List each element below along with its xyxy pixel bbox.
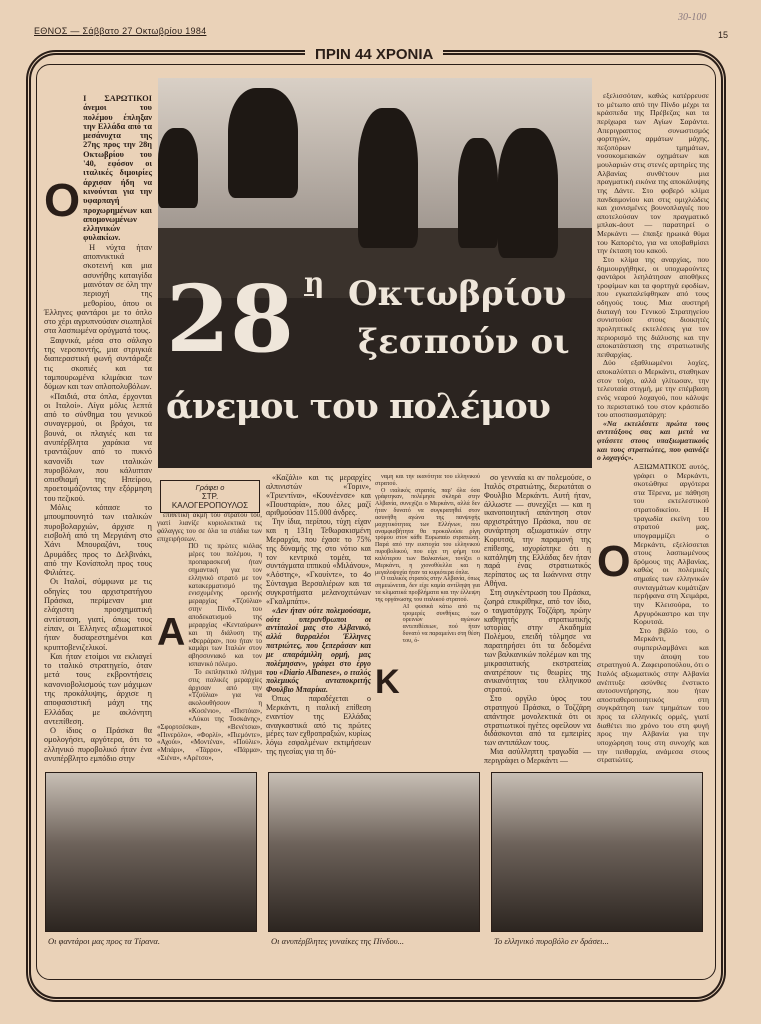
headline-number: 28 xyxy=(166,265,295,373)
paragraph: Στο οργίλο ύφος του στρατηγού Πράσκα, ο Τοζζάρη απάντησε μονολεκτικά ότι οι στρατιωτικοί ηγέτες οφείλουν να διδάσκονται από τα εμπειρίες των αντιπάλων τους. xyxy=(484,694,591,748)
paragraph: Ο ίδιος ο Πράσκα θα ομολογήσει, αργότερα, ότι το ελληνικό πυροβολικό ήταν ένα ανυπέρβλητο εμπόδιο στην xyxy=(44,726,152,764)
article-column-6 xyxy=(597,92,709,765)
paragraph: «Καζάλι» και τις μεραρχίες αλπινιστών «Τοριν», «Τριεντίνα», «Κουνέενσε» και «Πουσταρία», που όλες μαζί αριθμούσαν 115.000 άνδρες. xyxy=(266,473,371,518)
article-column-2 xyxy=(157,512,262,763)
paragraph: Στο βιβλίο του, ο Μερκάντι, συμπεριλαμβάνει και την άποψη του στρατηγού Α. Ζαφειροπούλου, ότι ο Ιταλός αξιωματικός στην Αλβανία ανέπτυξε ασύνθες ένστικτο αυτοσυντήρησης, που ήταν αποσταθεροποιητικός στη συγκράτηση των τμημάτων του προς τα ελληνικές ορμές, γιατί διαθέτει πιο χρόνο του στη φυγή προς την Αλβανία για την υποχώρηση τους στη συνοχής και την πειθαρχία, ανάμεσα στους στρατιώτες. xyxy=(597,625,709,765)
article-column-5 xyxy=(484,474,591,766)
headline-line2: ξεσπούν οι xyxy=(358,322,570,362)
paragraph: επιθετική ακμή του στρατού του, γιατί λιανίζε κυριολεκτικά τις φάλαγγες του σε όλα τα στάδια των επιχειρήσεων. xyxy=(157,511,262,543)
paragraph: ΑΙ φυσικά κάτω από τις τρομερές συνθήκες των ορεινών αγώνων αντεπιθέσεων, πού ήταν δυνατό να παραμείνει στη θέση του, ό- xyxy=(402,603,480,644)
byline xyxy=(160,480,260,513)
paragraph: Ο ιταλικός στρατός στην Αλβανία, όπως σημειώνεται, δεν είχε καμία αντίληψη για τα κλιματικά προβλήματα και την έλλειψη της οργάνωσης του ιταλικού στρατού. xyxy=(375,576,480,603)
page-number: 15 xyxy=(718,30,729,40)
photo-caption: Οι φαντάροι μας προς τα Τίρανα. xyxy=(48,936,160,946)
lead-paragraph: Ι ΣΑΡΩΤΙΚΟΙ άνεμοι του πολέμου έπληξαν την Ελλάδα από τα μεσάνυχτα της 27ης προς την 28η Οκτωβρίου του '40, εφόσον οι ιταλικές διμοιρίες άρχισαν ήδη να κινούνται για την υφαρπαγή προχωρημένων και απομονωμένων ελληνικών φυλακίων. xyxy=(83,94,152,243)
paragraph: ναμη και την ικανότητα του ελληνικού στρατού. xyxy=(375,474,480,487)
handwritten-note: 30-100 xyxy=(678,12,707,23)
photo-caption: Το ελληνικό πυροβόλο εν δράσει... xyxy=(494,936,609,946)
byline-author: ΣΤΡ. ΚΑΛΟΓΕΡΟΠΟΥΛΟΣ xyxy=(171,492,249,510)
paragraph: Δύο εξαθλιωμένοι λοχίες, αποκαλύπτει ο Μερκάντι, σταθηκαν στον τοίχο, αλλά γλίτωσαν, την τελευταία στιγμή, με την επέμβαση ενός νεαρού λοχαγού, που κάλυψε το περιστατικό του στον κράσπεδο του αποσπασματάρχη: xyxy=(597,358,709,420)
drop-cap: Ο xyxy=(597,537,631,586)
paragraph: Ξαφνικά, μέσα στο σάλαγο της νεροποντής, μια στριγκιά διαπεραστική φωνή συντάραξε τις σκοπιές και τα ταμπουρωμένα κλιμάκια των δύμων και των οπλοπολυβόλων. xyxy=(44,335,152,392)
section-title: ΠΡΙΝ 44 ΧΡΟΝΙΑ xyxy=(305,46,443,63)
headline-photo xyxy=(158,78,592,468)
paragraph: Στη συγκέντρωση του Πράσκα, ζωηρά επικρίθηκε, από τον ίδιο, ο ταγματάρχης Τοζζάρη, πρώην καθηγητής στρατιωτικής ιστορίας στην Ακαδημία Πολέμου, επειδή τόλμησε να παρατηρήσει ότι τα δεδομένα των βαλκανικών πολέμων και της μικρασιατικής εκστρατείας ανατρέπουν τις θεωρίες της ανικανότητας του ελληνικού στρατού. xyxy=(484,587,591,695)
paragraph: Όπως παραδέχεται ο Μερκάντι, η ιταλική επίθεση εναντίον της Ελλάδας αναγκαστικά από τις πρώτες μέρες των εχθροπραξιών, κυρίως λόγω εσφαλμένων εκτιμήσεων της ηγεσίας για τη δύ- xyxy=(266,694,371,757)
paragraph: ΑΞΙΩΜΑΤΙΚΟΣ αυτός, γράφει ο Μερκάντι, σκοτώθηκε αργότερα στα Τέρενα, με πάθηση του εκτελεστικού στρατοδικείου. Η τραγωδία εκείνη του στρατού μας, υπογραμμίζει ο Μερκάντι, εξελίσσεται στους λασπωμένους δρόμους της Αλβανίας, καθώς οι πολεμικές σημαίες των ελληνικών συνταγμάτων κυμάτιζαν περήφανα στη Χειμάρα, την Κλεισούρα, το Αργυρόκαστρο και την Κορυτσά. xyxy=(633,461,709,627)
paragraph: Η νύχτα ήταν αποπνικτικά σκοτεινή και μια ασυνήθης καταιγίδα μαινόταν σε όλη την περιοχή της μεθορίου, όπου οι Έλληνες φαντάροι με το όπλο στο χέρι αγρυπνούσαν σιωπηλοί στα λασπωμένα ορύγματά τους. xyxy=(44,242,152,336)
photo-artillery xyxy=(491,772,703,932)
paragraph: Την ίδια, περίπου, τύχη είχαν και η 131η Τεθωρακισμένη Μεραρχία, που έχασε το 75% της δύναμής της στο νότιο και τον κεντρικό τομέα, τα συντάγματα ιππικού «Μιλάνου», «Αόστης», «Γκουίντε», το 4ο Σύνταγμα Βερσαλιέρων και τα συγκροτήματα μελανοχιτώνων «Γκαλμπάτι». xyxy=(266,517,371,606)
headline-line3: άνεμοι του πολέμου xyxy=(166,386,550,427)
drop-cap: Α xyxy=(157,611,186,655)
paragraph: σο γενναία κι αν πολεμούσε, ο Ιταλός στρατιώτης, διερωτάται ο Φουλβιο Μερκάντι. Αυτή ήταν, άλλωστε — συνεχίζει — και η ικανοποιητική απάντηση στον αρχιστράτηγο Πράσκα, που σε συνάρτηση αξιωματικών στην Κορυτσά, την παραμονή της επίθεσης, ισχυρίστηκε ότι η κατάληψη της Ελλάδας δεν ήταν παρά ένας στρατιωτικός περίπατος ως τα Ιωάννινα στην Αθήνα. xyxy=(484,473,591,589)
drop-cap: Κ xyxy=(375,662,400,701)
article-column-1 xyxy=(44,94,152,763)
paragraph: Και ήταν ετοίμοι να εκλιαγεί το ιταλικό στρατηγείο, όταν μετά τους εκβροντήσεις κανονιοβολισμούς των μάχιμων της προκάλυψης, άρχισε η αποφασιστική μάχη της Ελλάδας με ακλόνητη αντεπίθεση. xyxy=(44,651,152,726)
paragraph: Μόλις κόπασε το μπουμπουνητό των ιταλικών πυροβολαρχιών, άρχισε η εισβολή από τη Μεργιάνη στο Χάνι Μπουραζάνι, τους Δρυμάδες προς το Δελβινάκι, από την Κονίσπολη προς τους Φιλιάτες. xyxy=(44,503,152,578)
article-column-4 xyxy=(375,474,480,761)
drop-cap: Ο xyxy=(44,174,81,226)
paragraph: ΠΟ τις πρώτες κιόλας μέρες του πολέμου, η προπαρασκευή ήταν σημαντική για τον ελληνικό στρατό με τον κατακερματισμό της ενισχυμένης ορεινής μεραρχίας «Τζούλια» στην Πίνδο, του αποδεκατισμού της μεραρχίας «Κενταύρων» και τη διάλυση της «Φερράρα», που ήταν το καμάρι των Ιταλών στον αβησσυνιακό και τον ισπανικό πόλεμο. xyxy=(188,542,262,669)
paragraph: εξελισσόταν, καθώς κατέρρευσε το μέτωπο από την Πίνδο μέχρι τα κράσπεδα της Πρέβεζας και τα περίχωρα των Αγίων Σαράντα. Απεριγραπτος συνωστισμός φορτηγών, αρμάτων μάχης, πεζοπόρων τμημάτων, νοσοκομειακών οχημάτων και μουλαριών στις στενές αρτηρίες της Αλβανίας συνθέτουν μια πραγματική εικόνα της αποκάλυψης της Δάντε. Στο φοβερό κλίμα πανδαιμονίου και στις ομιχλώδεις και χιονισμένες βουνοπλαγιές που αποτελούσαν τον πραγματικό μπλακ-άουτ — παρατηρεί ο Μερκάντι — έπαιξε ηρωικά θύμα του Καπορέτο, για να υποβαθμίσει την έκταση του κακού. xyxy=(597,91,709,256)
quote-paragraph: «Να εκτελέσετε πρώτα τους αντιτάξους σας και μετά να φτάσετε στους υπαξιωματικούς και τους στρατιώτες, που φαινάζε ο λοχαγός». xyxy=(597,418,709,463)
paragraph: «Παιδιά, στα όπλα, έρχονται οι Ιταλοί». Λίγα μόλις λεπτά από το σύνθημα του γενικού συναγερμού, οι βράχοι, τα βουνά, οι πλαγιές και τα ανυπέρβλητα χαράκια να τραντάζουν από το πυκνό κανονίδι των ιταλικών πυροβόλων, που κάλυπταν οπισθιαμή της Ηπείρου, προετοιμάζοντας την εξόρμηση του πεζικού. xyxy=(44,391,152,503)
paragraph: Οι Ιταλοί, σύμφωνα με τις οδηγίες του αρχιστρατήγου Πράσκα, περίμεναν μια ελάχιστη προσχηματική αντίσταση, γιατί, όπως τους είπαν, οι Έλληνες αξιωματικοί ήταν δυσαρεστημένοι και κρυπτοβενιζελικοί. xyxy=(44,577,152,652)
headline-line1: Οκτωβρίου xyxy=(348,274,567,314)
photo-caption: Οι ανυπέρβλητες γυναίκες της Πίνδου... xyxy=(271,936,404,946)
photo-soldiers xyxy=(45,772,257,932)
masthead: ΕΘΝΟΣ — Σάββατο 27 Οκτωβρίου 1984 xyxy=(34,26,207,36)
paragraph: Ο ιταλικός στρατός, παρ' όλα όσα γράφτηκαν, πολέμησε σκληρά στην Αλβανία, συνεχίζει ο Μερκάντι, αλλά δεν ήταν δυνατό να συγκρατηθεί στον ασυνήθη αγώνα της πανψυχής μαχητικότητας των Ελλήνων, που αναμφισβήτητα θα προκαλούσε ρίγη τρόμου στον κάθε Ευρωπαίο στρατιώτη. Παρά από την ευστοχία του ελληνικού πυροβολικού, που είχε τη φήμη του καλύτερου των Βαλκανίων, τονίζει ο Μερκάντι, η χιονοθύελλα και η μεγαλοψυχία ήταν τα κυριότερα όπλα. xyxy=(375,487,480,576)
photo-women xyxy=(268,772,480,932)
quote-paragraph: «Δεν ήταν ούτε πολεμούσαμε, ούτε υπερανθρωποι οι αντίπαλοί μας στο Αλβανικό, αλλά θαρραλέοι Έλληνες πατριώτες, που ξεπεράσαν και με απαράμιλλη ορμή, μας πολέμησαν», γράφει στο έργο του «Diario Albanese», ο ιταλός πολεμικός ανταποκριτής Φουλβιο Μπαρίκα. xyxy=(266,605,371,695)
byline-label: Γράφει ο xyxy=(195,483,225,492)
article-column-3 xyxy=(266,474,371,757)
paragraph: Μια ασύλληπτη τραγωδία — περιγράφει ο Μερκάντι — xyxy=(484,747,591,765)
paragraph: Το εκπληκτικό πλήγμα στις ιταλικές μεραρχίες άρχισαν από την «Τζούλια» για να ακολουθήσουν η «Κοσένιο», «Πιστόια», «Λύκοι της Τοσκάνης», «Σφορτσέσκα», «Βενέτσια», «Πινερόλο», «Φορλί», «Πιεμόντε», «Αχούι», «Μοντένα», «Πούλιε», «Μπάρι», «Τάρρο», «Πάρμα», «Σιένα», «Αρέτσο», xyxy=(157,667,262,763)
headline-suffix: η xyxy=(304,266,325,299)
paragraph: Στο κλίμα της αναρχίας, που δημιουργήθηκε, οι υποχωρούντες φαντάροι λεηλάτησαν αποθήκες τροφίμων και τα φορτηγά εφοδίων, που εγκαταλείφθηκαν από τους οδηγούς τους. Μια αυστηρή διαταγή του Γενικού Στρατηγείου συνιστούσε στους διοικητές προληπτικές εκτελέσεις για τον περιορισμό της διάλυσης και την αποκατάσταση της στρατιωτικής πειθαρχίας. xyxy=(597,254,709,359)
